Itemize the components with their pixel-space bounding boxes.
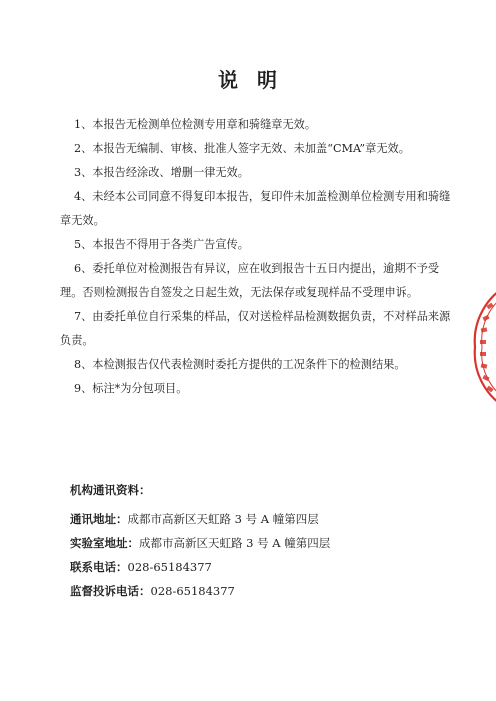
note-item: 3、本报告经涂改、增删一律无效。: [74, 166, 249, 179]
seal-mark: [481, 327, 488, 332]
mailing-address-row: [70, 507, 450, 531]
title-char-2: 明: [257, 68, 278, 92]
seal-mark: [480, 352, 486, 356]
note-item: 9、标注*为分包项目。: [74, 382, 188, 395]
seal-mark: [482, 315, 489, 321]
contact-phone-value: 028-65184377: [127, 560, 212, 574]
note-item: 4、未经本公司同意不得复印本报告，复印件未加盖检测单位检测专用和骑缝章无效。: [60, 190, 451, 227]
page-title: [0, 64, 496, 93]
mailing-address-value: 成都市高新区天虹路 3 号 A 幢第四层: [127, 512, 319, 526]
lab-address-row: [70, 531, 450, 555]
note-item: 7、由委托单位自行采集的样品，仅对送检样品检测数据负责，不对样品来源负责。: [60, 310, 451, 347]
notes-list: [60, 113, 452, 401]
lab-address-label: 实验室地址：: [70, 536, 139, 550]
complaint-phone-row: [70, 579, 450, 603]
note-item: 8、本检测报告仅代表检测时委托方提供的工况条件下的检测结果。: [74, 358, 406, 371]
organization-heading: 机构通讯资料：: [70, 483, 151, 497]
complaint-phone-value: 028-65184377: [150, 584, 235, 598]
note-item: 6、委托单位对检测报告有异议，应在收到报告十五日内提出，逾期不予受理。否则检测报告自签发之日起生效，无法保存或复现样品不受理申诉。: [60, 262, 440, 299]
note-item: 5、本报告不得用于各类广告宣传。: [74, 238, 249, 251]
organization-contact-section: [70, 478, 450, 603]
seal-outer-arc: [475, 284, 496, 410]
note-item: 1、本报告无检测单位检测专用章和骑缝章无效。: [74, 118, 317, 131]
lab-address-value: 成都市高新区天虹路 3 号 A 幢第四层: [139, 536, 331, 550]
seam-seal-stamp: [470, 282, 496, 412]
mailing-address-label: 通讯地址：: [70, 512, 128, 526]
seal-mark: [480, 340, 486, 344]
seal-mark: [481, 363, 488, 368]
contact-phone-row: [70, 555, 450, 579]
title-char-1: 说: [218, 68, 239, 92]
note-item: 2、本报告无编制、审核、批准人签字无效、未加盖“CMA”章无效。: [74, 142, 410, 155]
complaint-phone-label: 监督投诉电话：: [70, 584, 151, 598]
contact-phone-label: 联系电话：: [70, 560, 128, 574]
